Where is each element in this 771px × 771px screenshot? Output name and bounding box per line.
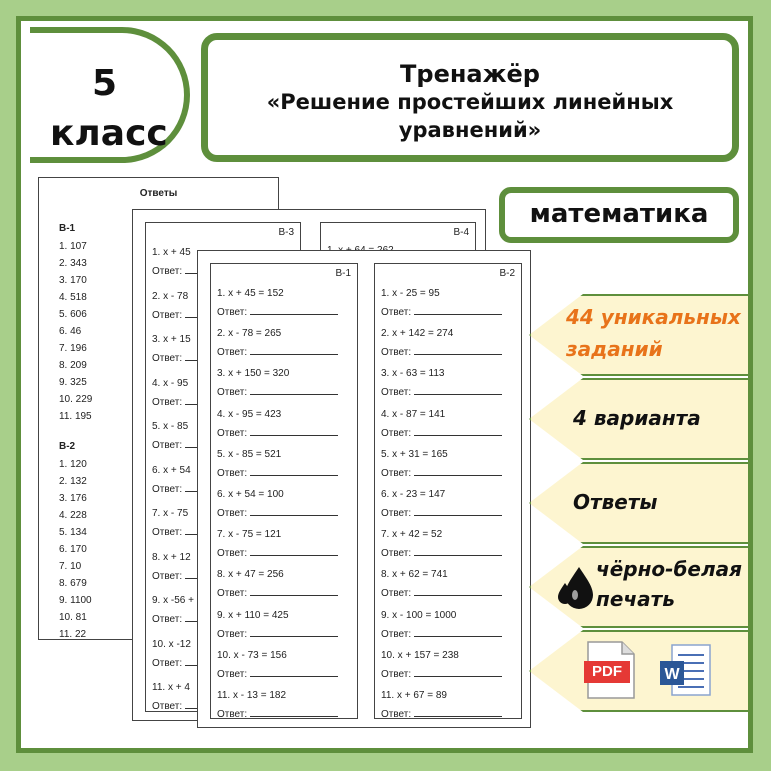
answer-item: 1. 107 (59, 241, 87, 252)
answer-line (381, 427, 502, 439)
answer-blank (414, 547, 502, 556)
equation: 11. x + 67 = 89 (381, 690, 447, 701)
answer-line (217, 346, 338, 358)
cover-frame (16, 16, 753, 753)
equation: 9. x -56 + (152, 595, 194, 606)
answer-blank (250, 507, 338, 516)
answer-prefix: Ответ: (152, 440, 185, 451)
equation: 3. x + 15 (152, 334, 191, 345)
equation: 10. x - 73 = 156 (217, 649, 287, 661)
answer-prefix: Ответ: (152, 527, 185, 538)
answer-prefix: Ответ: (217, 387, 250, 399)
svg-text:W: W (664, 666, 680, 683)
answer-prefix: Ответ: (152, 309, 185, 321)
variant-column-v1 (210, 263, 358, 719)
equation: 5. x - 85 (152, 421, 189, 432)
answer-prefix: Ответ: (152, 701, 185, 712)
equation: 11. x - 13 = 182 (217, 690, 287, 701)
equation: 1. x - 25 = 95 (381, 288, 440, 299)
badge-variants-text: 4 варианта (573, 406, 701, 430)
answers-variant-label: В-2 (59, 441, 76, 452)
answer-prefix: Ответ: (152, 353, 185, 364)
answer-prefix: Ответ: (381, 588, 414, 600)
variant-label: В-3 (278, 227, 294, 238)
answer-line (217, 467, 338, 479)
badge-answers-text: Ответы (573, 490, 658, 514)
answer-item: 11. 22 (59, 629, 87, 640)
answer-line (381, 668, 502, 680)
answer-item: 1. 120 (59, 459, 87, 470)
variant-label: В-4 (453, 227, 469, 238)
answers-variant-label: В-1 (59, 223, 76, 234)
equation: 8. x + 12 (152, 551, 191, 563)
answer-blank (414, 346, 502, 355)
answer-prefix: Ответ: (217, 588, 250, 600)
answer-blank (250, 628, 338, 637)
answer-item: 7. 196 (59, 343, 87, 354)
answer-blank (414, 386, 502, 395)
answer-item: 4. 228 (59, 510, 87, 521)
answers-title: Ответы (139, 188, 178, 199)
answer-blank (414, 467, 502, 476)
equation: 6. x + 54 = 100 (217, 489, 284, 500)
equation: 8. x + 47 = 256 (217, 569, 284, 581)
badge-tasks-line2: заданий (566, 337, 663, 361)
answer-prefix: Ответ: (381, 668, 414, 680)
answer-prefix: Ответ: (152, 266, 185, 277)
answer-blank (414, 587, 502, 596)
answer-blank (414, 708, 502, 717)
answer-line (217, 668, 338, 680)
answer-item: 10. 229 (59, 394, 93, 405)
equation: 5. x + 31 = 165 (381, 448, 448, 460)
word-file-icon (658, 643, 714, 697)
equation: 8. x + 62 = 741 (381, 569, 448, 581)
page-title: Тренажёр (400, 60, 540, 88)
answer-blank (250, 306, 338, 315)
equation: 2. x - 78 (152, 290, 189, 302)
equation: 6. x + 54 (152, 464, 191, 476)
answer-blank (414, 306, 502, 315)
answer-line (217, 708, 338, 720)
variant-column-v2 (374, 263, 522, 719)
badge-tasks-line1: 44 уникальных (566, 305, 741, 329)
answer-line (217, 386, 338, 398)
answer-line (381, 346, 502, 358)
answer-line (217, 306, 338, 318)
answer-blank (414, 628, 502, 637)
answer-blank (250, 346, 338, 355)
answer-blank (250, 386, 338, 395)
answer-prefix: Ответ: (152, 657, 185, 669)
answer-prefix: Ответ: (381, 628, 414, 640)
equation: 1. x + 45 = 152 (217, 288, 284, 299)
worksheet-front (197, 250, 531, 728)
equation: 2. x - 78 = 265 (217, 328, 282, 340)
answer-blank (414, 668, 502, 677)
pdf-file-icon (584, 641, 638, 699)
answer-line (217, 547, 338, 559)
answer-blank (414, 507, 502, 516)
answer-prefix: Ответ: (217, 307, 250, 318)
grade-word: класс (50, 113, 168, 154)
answer-prefix: Ответ: (381, 709, 414, 720)
equation: 4. x - 95 (152, 377, 189, 389)
answer-blank (250, 668, 338, 677)
answer-item: 8. 209 (59, 360, 87, 371)
answer-prefix: Ответ: (381, 347, 414, 359)
answer-item: 2. 132 (59, 476, 87, 487)
answer-item: 7. 10 (59, 561, 82, 572)
answer-prefix: Ответ: (152, 483, 185, 495)
answer-prefix: Ответ: (381, 427, 414, 439)
answer-prefix: Ответ: (381, 548, 414, 560)
answer-line (381, 306, 502, 318)
answer-prefix: Ответ: (381, 467, 414, 479)
answer-line (381, 467, 502, 479)
answer-item: 9. 1100 (59, 595, 92, 606)
answer-item: 6. 46 (59, 326, 82, 337)
equation: 4. x - 87 = 141 (381, 408, 446, 420)
answer-prefix: Ответ: (381, 387, 414, 399)
equation: 3. x + 150 = 320 (217, 368, 290, 380)
answer-prefix: Ответ: (217, 508, 250, 519)
answer-line (381, 708, 502, 720)
answer-blank (250, 708, 338, 717)
equation: 10. x + 157 = 238 (381, 649, 459, 661)
equation: 9. x - 100 = 1000 (381, 609, 457, 621)
answer-prefix: Ответ: (217, 427, 250, 439)
answer-line (217, 587, 338, 599)
equation: 11. x + 4 (152, 682, 190, 693)
answer-prefix: Ответ: (217, 668, 250, 680)
answer-blank (250, 467, 338, 476)
answer-line (381, 628, 502, 640)
equation: 5. x - 85 = 521 (217, 448, 282, 460)
variant-label: В-1 (335, 268, 351, 279)
answer-line (217, 507, 338, 519)
grade-tab (30, 27, 190, 163)
page-subtitle: «Решение простейших линейных уравнений» (266, 90, 674, 142)
answer-prefix: Ответ: (217, 628, 250, 640)
equation: 1. x + 45 (152, 247, 191, 258)
grade-number: 5 (92, 63, 118, 104)
equation: 7. x - 75 (152, 508, 189, 519)
answer-prefix: Ответ: (152, 396, 185, 408)
equation: 10. x -12 (152, 638, 191, 650)
answer-blank (414, 427, 502, 436)
answer-item: 10. 81 (59, 612, 87, 623)
answer-line (381, 587, 502, 599)
title-box (201, 33, 739, 162)
answer-prefix: Ответ: (217, 548, 250, 560)
answer-prefix: Ответ: (381, 508, 414, 519)
badge-print-line1: чёрно-белая (596, 557, 742, 581)
equation: 7. x + 42 = 52 (381, 529, 443, 541)
answer-item: 3. 170 (59, 275, 87, 286)
answer-line (381, 547, 502, 559)
answer-prefix: Ответ: (381, 307, 414, 318)
equation: 2. x + 142 = 274 (381, 328, 454, 340)
answer-line (381, 507, 502, 519)
pdf-label: PDF (592, 663, 622, 680)
equation: 7. x - 75 = 121 (217, 529, 282, 541)
badge-print-line2: печать (596, 587, 675, 611)
equation: 6. x - 23 = 147 (381, 489, 446, 500)
answer-blank (250, 427, 338, 436)
answer-line (381, 386, 502, 398)
answer-line (217, 427, 338, 439)
answer-prefix: Ответ: (217, 347, 250, 359)
variant-label: В-2 (499, 268, 515, 279)
answer-line (217, 628, 338, 640)
answer-prefix: Ответ: (217, 467, 250, 479)
answer-item: 3. 176 (59, 493, 87, 504)
answer-item: 8. 679 (59, 578, 87, 589)
equation: 4. x - 95 = 423 (217, 408, 282, 420)
answer-item: 5. 606 (59, 309, 87, 320)
answer-item: 11. 195 (59, 411, 92, 422)
answer-blank (250, 547, 338, 556)
answer-item: 6. 170 (59, 544, 87, 555)
answer-item: 9. 325 (59, 377, 87, 388)
subject-label: математика (499, 187, 739, 243)
answer-blank (250, 587, 338, 596)
answer-item: 2. 343 (59, 258, 87, 269)
answer-prefix: Ответ: (152, 614, 185, 625)
answer-item: 4. 518 (59, 292, 87, 303)
equation: 3. x - 63 = 113 (381, 368, 445, 380)
ink-drops-icon (553, 561, 597, 611)
answer-prefix: Ответ: (152, 570, 185, 582)
equation: 9. x + 110 = 425 (217, 609, 289, 621)
answer-prefix: Ответ: (217, 709, 250, 720)
answer-item: 5. 134 (59, 527, 87, 538)
